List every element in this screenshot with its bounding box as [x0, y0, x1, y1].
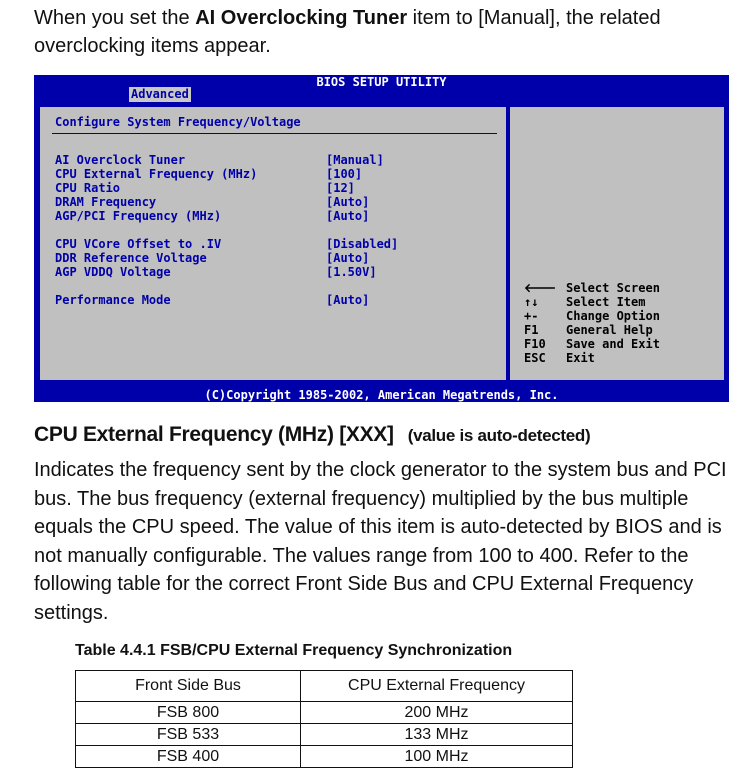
key-hint-select-screen: [524, 281, 724, 295]
key-hint-text: Select Item: [566, 295, 646, 309]
item-heading: [34, 421, 590, 450]
setting-row-dram-frequency[interactable]: [55, 195, 495, 209]
setting-label: DDR Reference Voltage: [55, 251, 207, 265]
intro-text-bold: AI Overclocking Tuner: [195, 7, 408, 29]
key-hint-general-help: [524, 323, 724, 337]
table-cell: FSB 533: [76, 724, 301, 746]
item-title: CPU External Frequency (MHz) [XXX]: [34, 423, 394, 446]
table-cell: 133 MHz: [301, 724, 573, 746]
setting-label: Performance Mode: [55, 293, 171, 307]
table-row: [76, 702, 573, 724]
table-row: [76, 746, 573, 768]
setting-label: AI Overclock Tuner: [55, 153, 186, 167]
table-caption: Table 4.4.1 FSB/CPU External Frequency Synchronization: [75, 642, 513, 659]
item-note: (value is auto-detected): [407, 426, 591, 445]
intro-text-after: item to [Manual], the related overclocking items appear.: [34, 7, 661, 57]
key-hint-text: Select Screen: [566, 281, 660, 295]
intro-paragraph: [34, 4, 734, 60]
item-description: Indicates the frequency sent by the clock generator to the system bus and PCI bus. The bus frequency (external frequency) multiplied by the bus multiple equals the CPU speed. The value of this item is auto-detected by BIOS and is not manually configurable. The values range from 100 to 400. Refer to the following table for the correct Front Side Bus and CPU External Frequency settings.: [34, 459, 727, 624]
key-hint-select-item: [524, 295, 724, 309]
setting-value[interactable]: [Auto]: [326, 195, 370, 209]
table-cell: FSB 800: [76, 702, 301, 724]
setting-value[interactable]: [Auto]: [326, 293, 370, 307]
bios-screenshot: [34, 75, 729, 402]
bios-help-panel: [510, 105, 726, 382]
table-header-fsb: Front Side Bus: [76, 671, 301, 702]
key-hint-text: Change Option: [566, 309, 660, 323]
setting-label: DRAM Frequency: [55, 195, 157, 209]
section-divider: [52, 133, 497, 134]
table-cell: FSB 400: [76, 746, 301, 768]
table-cell: 100 MHz: [301, 746, 573, 768]
setting-row-cpu-ratio[interactable]: [55, 181, 495, 195]
setting-row-agp-pci-frequency[interactable]: [55, 209, 495, 223]
bios-copyright: (C)Copyright 1985-2002, American Megatrends, Inc.: [204, 388, 559, 402]
section-heading: Configure System Frequency/Voltage: [55, 115, 301, 129]
setting-label: CPU VCore Offset to .IV: [55, 237, 222, 251]
table-header-row: [76, 671, 573, 702]
bios-tab-advanced[interactable]: Advanced: [131, 87, 189, 101]
setting-value[interactable]: [Auto]: [326, 251, 370, 265]
setting-row-agp-vddq-voltage[interactable]: [55, 265, 495, 279]
setting-row-ai-overclock-tuner[interactable]: [55, 153, 495, 167]
bios-title: BIOS SETUP UTILITY: [316, 75, 447, 89]
setting-label: CPU External Frequency (MHz): [55, 167, 258, 181]
fsb-frequency-table: [75, 670, 573, 768]
key-hint-text: Save and Exit: [566, 337, 660, 351]
setting-label: CPU Ratio: [55, 181, 121, 195]
key-hint-text: Exit: [566, 351, 595, 365]
key-name: F10: [524, 337, 546, 351]
key-name: +-: [524, 309, 539, 323]
key-hint-save-and-exit: [524, 337, 724, 351]
setting-value[interactable]: [12]: [326, 181, 355, 195]
table-cell: 200 MHz: [301, 702, 573, 724]
setting-label: AGP VDDQ Voltage: [55, 265, 171, 279]
intro-text-before: When you set the: [34, 7, 196, 29]
setting-value[interactable]: [1.50V]: [326, 265, 377, 279]
setting-value[interactable]: [100]: [326, 167, 363, 181]
key-hint-text: General Help: [566, 323, 653, 337]
table-header-cpu-freq: CPU External Frequency: [301, 671, 573, 702]
setting-value[interactable]: [Auto]: [326, 209, 370, 223]
bios-settings-panel: [38, 105, 508, 382]
setting-row-ddr-reference-voltage[interactable]: [55, 251, 495, 265]
setting-label: AGP/PCI Frequency (MHz): [55, 209, 222, 223]
key-name: ESC: [524, 351, 546, 365]
key-hint-exit: [524, 351, 724, 365]
setting-row-performance-mode[interactable]: [55, 293, 495, 307]
setting-value[interactable]: [Disabled]: [326, 237, 399, 251]
table-row: [76, 724, 573, 746]
key-name: F1: [524, 323, 539, 337]
up-down-arrow-icon: ↑↓: [524, 295, 539, 309]
setting-row-cpu-external-frequency[interactable]: [55, 167, 495, 181]
setting-value[interactable]: [Manual]: [326, 153, 384, 167]
left-arrow-icon: 🡐: [524, 281, 557, 295]
setting-row-cpu-vcore-offset[interactable]: [55, 237, 495, 251]
key-hint-change-option: [524, 309, 724, 323]
